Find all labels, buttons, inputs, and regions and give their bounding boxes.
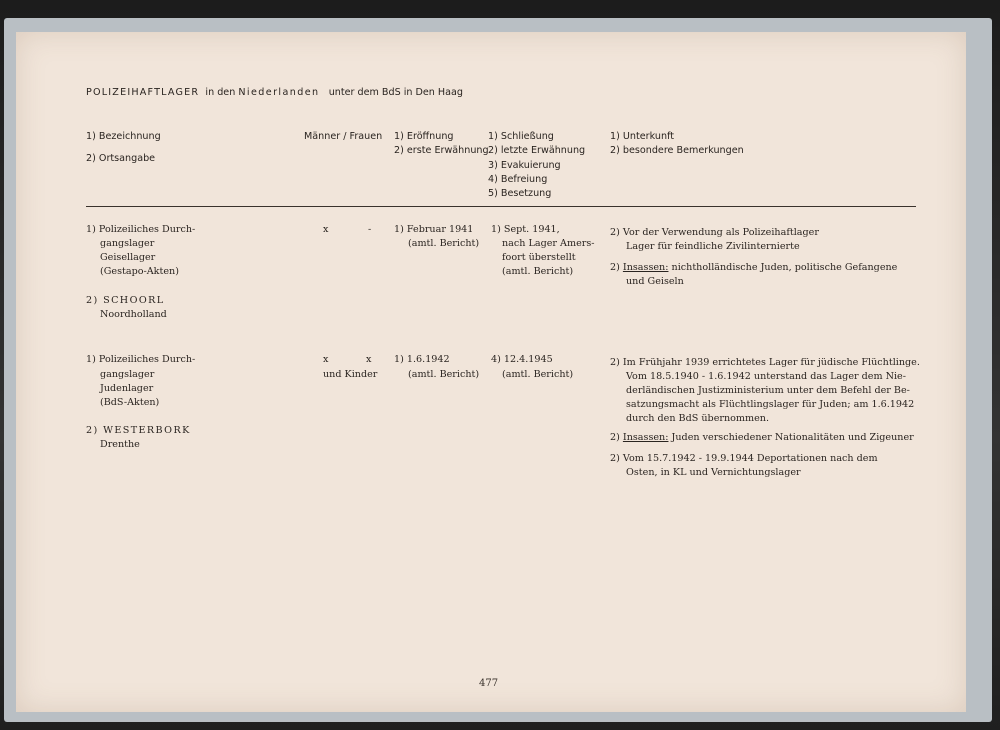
header-rule (86, 206, 916, 207)
entry2-name-line1: 1) Polizeiliches Durch- (86, 354, 196, 365)
col-header-erste-erwaehnung: 2) erste Erwähnung (394, 145, 489, 156)
title-rest: unter dem BdS in Den Haag (328, 87, 463, 98)
entry1-place (86, 294, 165, 308)
book-page (16, 32, 966, 712)
entry1-closing-line3: foort überstellt (502, 252, 576, 263)
entry2-remark1-line5: durch den BdS übernommen. (626, 413, 770, 424)
col-header-befreiung: 4) Befreiung (488, 174, 548, 185)
entry2-name-line3: Judenlager (100, 383, 154, 394)
title-spaced: Niederlanden (238, 87, 320, 98)
col-header-evakuierung: 3) Evakuierung (488, 160, 561, 171)
entry1-closing-line1: 1) Sept. 1941, (491, 224, 560, 235)
entry2-remark1-line4: satzungsmacht als Flüchtlingslager für Juden; am 1.6.1942 (626, 399, 915, 410)
title-bold: POLIZEIHAFTLAGER (86, 87, 200, 98)
entry1-region: Noordholland (100, 309, 167, 320)
entry1-women: - (368, 224, 372, 235)
col-header-besetzung: 5) Besetzung (488, 188, 552, 199)
entry2-place-name: 2) WESTERBORK (86, 425, 191, 436)
page-number: 477 (479, 678, 499, 689)
entry2-name-line2: gangslager (100, 369, 155, 380)
entry2-remark3-line2: Osten, in KL und Vernichtungslager (626, 467, 801, 478)
entry1-place-name: 2) SCHOORL (86, 295, 165, 306)
entry1-remark2-line2: und Geiseln (626, 276, 684, 287)
entry2-opening-line1: 1) 1.6.1942 (394, 354, 450, 365)
entry2-closing-line2: (amtl. Bericht) (502, 369, 574, 380)
col-header-unterkunft: 1) Unterkunft (610, 131, 674, 142)
entry2-remark1-line3: derländischen Justizministerium unter dem Befehl der Be- (626, 385, 910, 396)
entry1-remark2-line1: 2) Insassen: nichtholländische Juden, politische Gefangene (610, 262, 898, 273)
title-in: in den (205, 87, 236, 98)
entry1-name-line3: Geisellager (100, 252, 156, 263)
entry1-remark1-line1: 2) Vor der Verwendung als Polizeihaftlager (610, 227, 819, 238)
entry1-insassen-label: Insassen: (622, 262, 669, 273)
entry2-women: x (366, 354, 372, 365)
page-title (86, 86, 463, 100)
entry1-insassen-text: nichtholländische Juden, politische Gefangene (671, 262, 898, 273)
entry1-name-line2: gangslager (100, 238, 155, 249)
entry1-name-line4: (Gestapo-Akten) (100, 266, 179, 277)
entry2-remark1-line1: 2) Im Frühjahr 1939 errichtetes Lager für jüdische Flüchtlinge. (610, 357, 920, 368)
entry1-name-line1: 1) Polizeiliches Durch- (86, 224, 196, 235)
entry2-remark3-line1: 2) Vom 15.7.1942 - 19.9.1944 Deportationen nach dem (610, 453, 878, 464)
entry1-closing-line2: nach Lager Amers- (502, 238, 595, 249)
entry2-name-line4: (BdS-Akten) (100, 397, 160, 408)
entry2-women-extra: und Kinder (323, 369, 378, 380)
entry2-region: Drenthe (100, 439, 140, 450)
entry1-remark1-line2: Lager für feindliche Zivilinternierte (626, 241, 800, 252)
col-header-bezeichnung: 1) Bezeichnung (86, 131, 161, 142)
col-header-bemerkungen: 2) besondere Bemerkungen (610, 145, 744, 156)
col-header-maenner-frauen: Männer / Frauen (304, 131, 383, 142)
entry2-place (86, 424, 191, 438)
col-header-eroeffnung: 1) Eröffnung (394, 131, 454, 142)
col-header-schliessung: 1) Schließung (488, 131, 554, 142)
entry1-men: x (323, 224, 329, 235)
entry2-insassen-label: Insassen: (622, 432, 669, 443)
entry1-opening-line2: (amtl. Bericht) (408, 238, 480, 249)
col-header-letzte-erwaehnung: 2) letzte Erwähnung (488, 145, 586, 156)
entry2-remark1-line2: Vom 18.5.1940 - 1.6.1942 unterstand das Lager dem Nie- (626, 371, 906, 382)
entry1-closing-line4: (amtl. Bericht) (502, 266, 574, 277)
entry2-opening-line2: (amtl. Bericht) (408, 369, 480, 380)
entry2-men: x (323, 354, 329, 365)
col-header-ortsangabe: 2) Ortsangabe (86, 153, 156, 164)
entry1-opening-line1: 1) Februar 1941 (394, 224, 474, 235)
entry2-insassen-text: Juden verschiedener Nationalitäten und Zigeuner (671, 432, 914, 443)
entry2-closing-line1: 4) 12.4.1945 (491, 354, 553, 365)
entry2-remark2-line1: 2) Insassen: Juden verschiedener Nationalitäten und Zigeuner (610, 432, 914, 443)
